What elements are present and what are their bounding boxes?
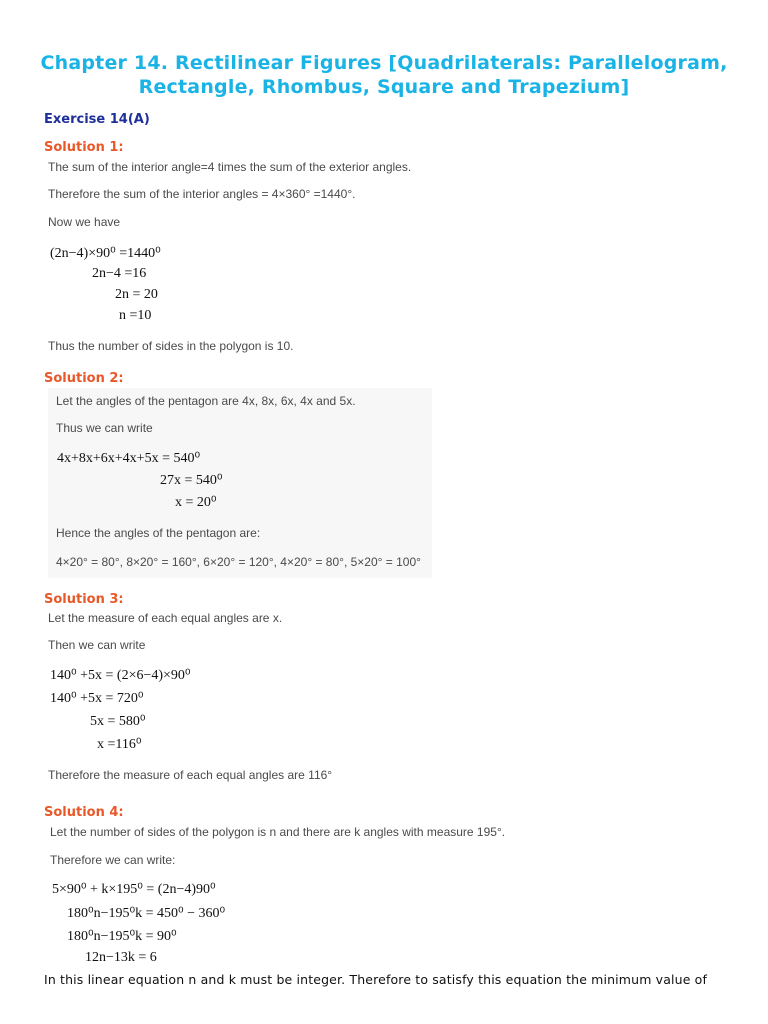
solution-1-equation-3: 2n = 20 xyxy=(115,287,158,302)
exercise-heading: Exercise 14(A) xyxy=(44,112,150,127)
solution-4-text-1: Let the number of sides of the polygon is n and there are k angles with measure 195°. xyxy=(50,825,506,839)
solution-2-text-2: Thus we can write xyxy=(56,421,153,435)
solution-3-conclusion: Therefore the measure of each equal angles are 116° xyxy=(48,768,333,782)
solution-3-text-1: Let the measure of each equal angles are x. xyxy=(48,611,283,625)
solution-3-text-2: Then we can write xyxy=(48,638,146,652)
solution-1-text-3: Now we have xyxy=(48,215,121,229)
solution-4-equation-2: 180⁰n−195⁰k = 450⁰ − 360⁰ xyxy=(67,906,226,921)
solution-1-equation-1: (2n−4)×90⁰ =1440⁰ xyxy=(50,246,161,261)
solution-4-equation-4: 12n−13k = 6 xyxy=(85,950,157,965)
solution-1-heading: Solution 1: xyxy=(44,140,124,155)
solution-2-text-1: Let the angles of the pentagon are 4x, 8x, 6x, 4x and 5x. xyxy=(56,394,356,408)
solution-4-equation-3: 180⁰n−195⁰k = 90⁰ xyxy=(67,929,177,944)
solution-3-equation-1: 140⁰ +5x = (2×6−4)×90⁰ xyxy=(50,668,191,683)
solution-3-equation-4: x =116⁰ xyxy=(97,737,142,752)
solution-1-text-2: Therefore the sum of the interior angles = 4×360° =1440°. xyxy=(48,187,356,201)
chapter-title-line-2: Rectangle, Rhombus, Square and Trapezium] xyxy=(138,76,630,98)
solution-3-heading: Solution 3: xyxy=(44,592,124,607)
chapter-title-line-1: Chapter 14. Rectilinear Figures [Quadrilaterals: Parallelogram, xyxy=(40,52,728,74)
solution-4-equation-1: 5×90⁰ + k×195⁰ = (2n−4)90⁰ xyxy=(52,882,216,897)
solution-3-equation-3: 5x = 580⁰ xyxy=(90,714,146,729)
solution-1-equation-2: 2n−4 =16 xyxy=(92,266,147,281)
solution-2-text-3: Hence the angles of the pentagon are: xyxy=(56,526,261,540)
solution-4-heading: Solution 4: xyxy=(44,805,124,820)
solution-2-equation-2: 27x = 540⁰ xyxy=(160,473,223,488)
solution-2-equation-3: x = 20⁰ xyxy=(175,495,217,510)
solution-4-paragraph: In this linear equation n and k must be integer. Therefore to satisfy this equation the minimum value of xyxy=(44,972,708,987)
solution-3-equation-2: 140⁰ +5x = 720⁰ xyxy=(50,691,144,706)
solution-1-equation-4: n =10 xyxy=(119,308,152,323)
solution-2-equation-1: 4x+8x+6x+4x+5x = 540⁰ xyxy=(57,451,201,466)
solution-2-heading: Solution 2: xyxy=(44,371,124,386)
solution-1-text-1: The sum of the interior angle=4 times the sum of the exterior angles. xyxy=(48,160,412,174)
solution-2-background xyxy=(48,388,432,578)
solution-1-conclusion: Thus the number of sides in the polygon is 10. xyxy=(48,339,294,353)
solution-2-result: 4×20° = 80°, 8×20° = 160°, 6×20° = 120°, 4×20° = 80°, 5×20° = 100° xyxy=(56,555,421,569)
solution-4-text-2: Therefore we can write: xyxy=(50,853,176,867)
